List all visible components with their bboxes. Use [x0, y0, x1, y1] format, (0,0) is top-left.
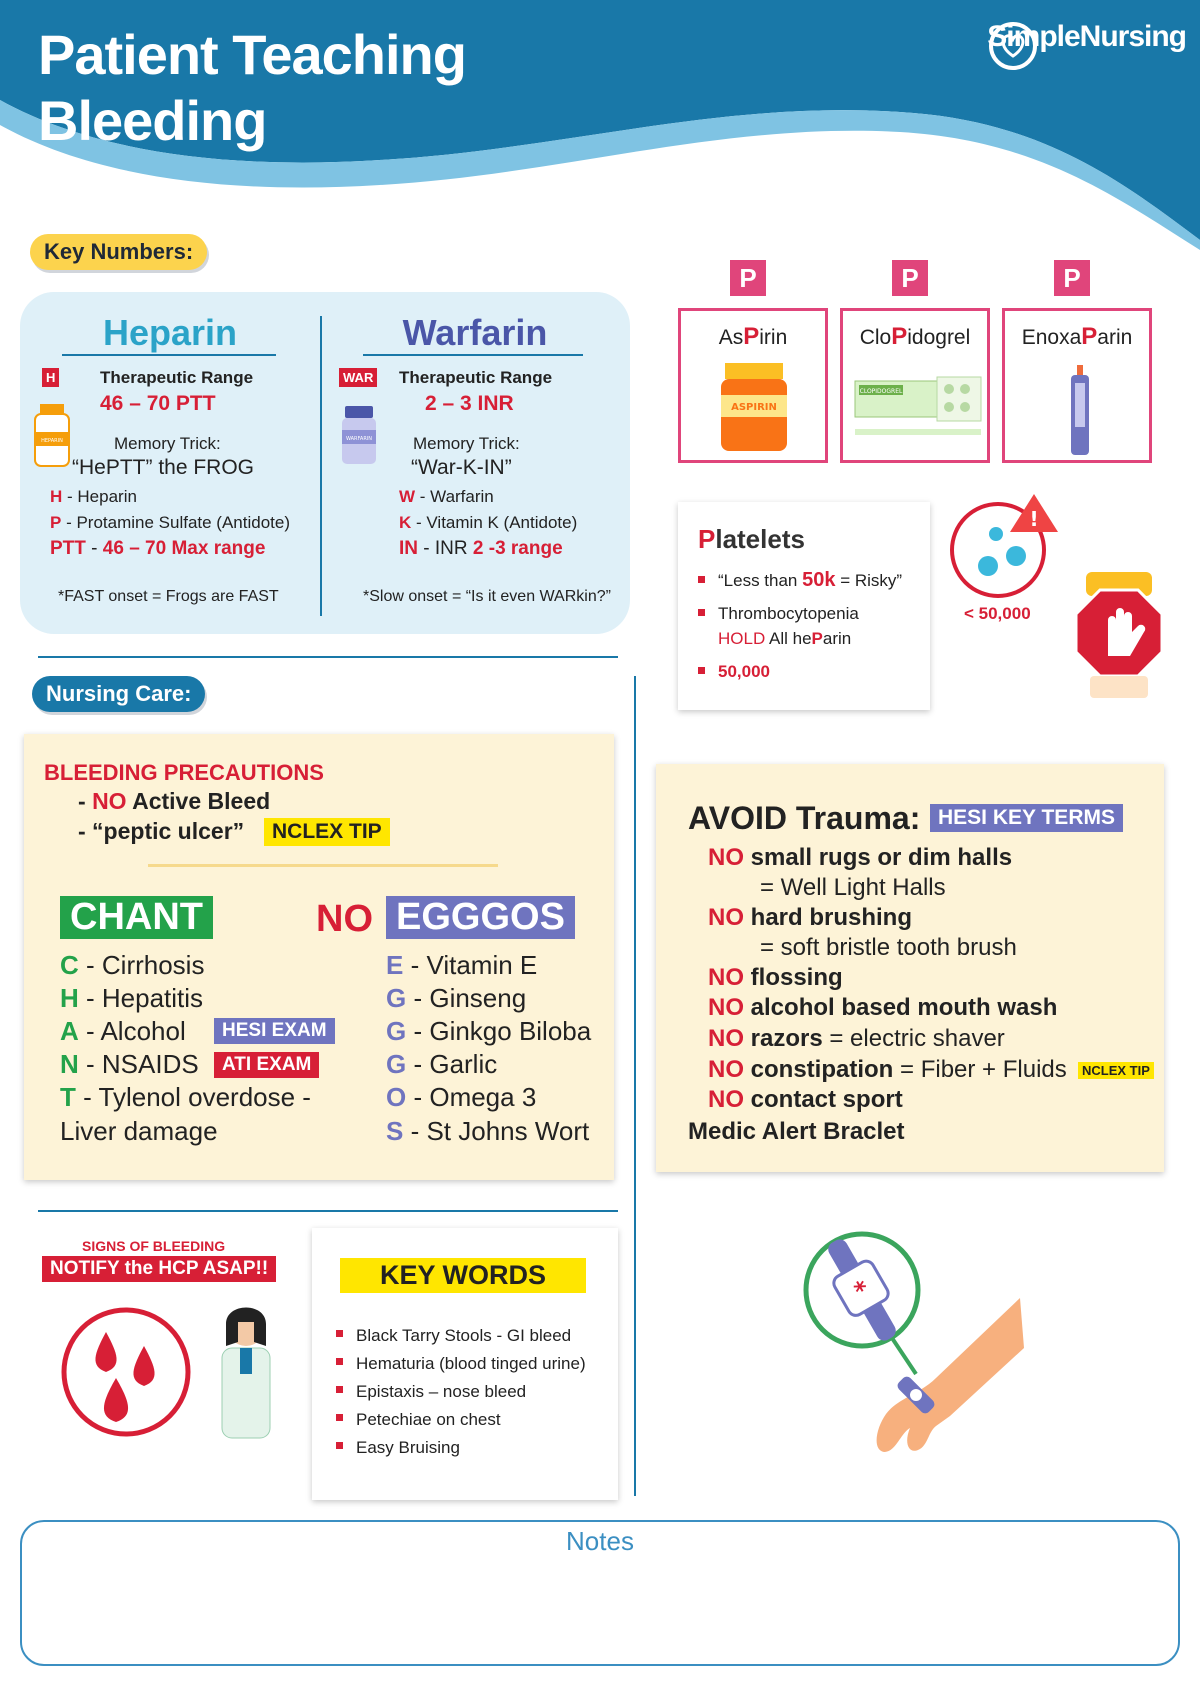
- egggos-item: G - Ginkgo Biloba: [386, 1016, 592, 1046]
- avoid-item: = soft bristle tooth brush: [760, 934, 1017, 961]
- warfarin-underline: [363, 354, 583, 356]
- column-divider: [634, 676, 636, 1496]
- key-numbers-label: Key Numbers:: [30, 234, 207, 270]
- warfarin-item-text: - Warfarin: [415, 487, 494, 506]
- heparin-letter: H: [50, 487, 63, 506]
- bleeding-title: BLEEDING PRECAUTIONS: [44, 760, 324, 785]
- platelet-threshold-label: < 50,000: [964, 604, 1031, 623]
- warfarin-bottle-label: WARFARIN: [345, 436, 373, 442]
- chant-item: N - NSAIDS: [60, 1049, 199, 1079]
- aspirin-bottle-icon: [717, 361, 791, 453]
- hesi-exam-badge: HESI EXAM: [214, 1018, 335, 1044]
- heparin-item-text: -: [85, 538, 103, 559]
- heparin-letter: PTT: [50, 538, 86, 559]
- list-item: Black Tarry Stools - GI bleed: [334, 1322, 614, 1350]
- avoid-item: NO constipation = Fiber + Fluids: [708, 1056, 1067, 1083]
- heparin-range-label: Therapeutic Range: [100, 368, 254, 387]
- warfarin-range-label: Therapeutic Range: [399, 368, 553, 387]
- heparin-max-range: 46 – 70 Max range: [102, 538, 266, 559]
- hesi-key-terms-badge: HESI KEY TERMS: [930, 804, 1123, 832]
- ati-exam-badge: ATI EXAM: [214, 1052, 319, 1078]
- p-badge: P: [892, 260, 928, 296]
- egggos-title: EGGGOS: [386, 896, 575, 939]
- section-divider: [38, 1210, 618, 1212]
- aspirin-card: [678, 308, 828, 463]
- warfarin-trick: “War-K-IN”: [411, 456, 512, 479]
- heparin-item-text: - Protamine Sulfate (Antidote): [61, 513, 291, 532]
- list-item: Hematuria (blood tinged urine): [334, 1350, 614, 1378]
- bleeding-nurse-illustration: [54, 1302, 324, 1442]
- syringe-icon: [1065, 365, 1095, 457]
- egggos-item: S - St Johns Wort: [386, 1116, 590, 1146]
- warfarin-item-text: - Vitamin K (Antidote): [411, 513, 578, 532]
- warfarin-bottle-icon: [339, 404, 379, 466]
- warfarin-letter: K: [399, 513, 412, 532]
- stop-hand-icon: [1074, 572, 1164, 700]
- p-badge: P: [1054, 260, 1090, 296]
- platelets-card: [678, 502, 930, 710]
- nclex-tip-badge: NCLEX TIP: [264, 818, 390, 846]
- warfarin-trick-label: Memory Trick:: [413, 434, 520, 453]
- list-item: 50,000: [696, 659, 922, 684]
- heparin-item: [50, 513, 290, 533]
- anticoagulant-panel: [20, 292, 630, 634]
- chant-item: T - Tylenol overdose -: [60, 1082, 311, 1112]
- warfarin-letter: IN: [399, 538, 418, 559]
- no-label: NO: [316, 898, 373, 940]
- brand-logo: [987, 20, 1186, 54]
- warfarin-title: Warfarin: [402, 312, 548, 353]
- drug-divider: [320, 316, 322, 616]
- heparin-tag: H: [42, 368, 59, 387]
- avoid-item: NO razors = electric shaver: [708, 1025, 1005, 1052]
- page-subtitle: Bleeding: [38, 89, 267, 152]
- aspirin-label: AsPirin: [718, 323, 788, 350]
- key-words-list: [334, 1322, 614, 1462]
- notify-hcp-banner: NOTIFY the HCP ASAP!!: [42, 1256, 276, 1282]
- warfarin-item: [399, 487, 494, 507]
- clopidogrel-card: [840, 308, 990, 463]
- warfarin-range: 2 – 3 INR: [425, 392, 514, 415]
- list-item: Petechiae on chest: [334, 1406, 614, 1434]
- header-banner: [0, 0, 1200, 260]
- warfarin-item: [399, 538, 563, 560]
- precaution-item: - NO Active Bleed: [78, 788, 271, 814]
- warfarin-column: [325, 292, 625, 634]
- stethoscope-heart-icon: [987, 20, 1039, 72]
- heparin-underline: [62, 354, 276, 356]
- notes-title: Notes: [566, 1526, 634, 1556]
- svg-text:!: !: [1029, 507, 1039, 531]
- heparin-item: [50, 487, 137, 507]
- heparin-trick-label: Memory Trick:: [114, 434, 221, 453]
- list-item: “Less than 50k = Risky”: [696, 568, 922, 593]
- egggos-item: G - Garlic: [386, 1049, 498, 1079]
- brand-name: SimpleNursing: [987, 20, 1186, 53]
- list-item: Epistaxis – nose bleed: [334, 1378, 614, 1406]
- avoid-item: NO small rugs or dim halls: [708, 844, 1013, 871]
- warfarin-note: *Slow onset = “Is it even WARkin?”: [363, 588, 611, 605]
- nursing-care-label: Nursing Care:: [32, 676, 205, 712]
- chant-item: H - Hepatitis: [60, 983, 204, 1013]
- section-divider: [38, 656, 618, 658]
- p-badge: P: [730, 260, 766, 296]
- enoxaparin-card: [1002, 308, 1152, 463]
- chant-item-continued: Liver damage: [60, 1116, 218, 1146]
- enoxaparin-label: EnoxaParin: [1021, 323, 1133, 350]
- avoid-item: NO alcohol based mouth wash: [708, 994, 1058, 1021]
- heparin-title: Heparin: [102, 312, 238, 353]
- svg-text:*: *: [849, 1274, 875, 1306]
- avoid-item: NO contact sport: [708, 1086, 903, 1113]
- chant-item: C - Cirrhosis: [60, 950, 205, 980]
- heparin-item-text: - Heparin: [62, 487, 137, 506]
- heparin-trick: “HePTT” the FROG: [72, 456, 255, 479]
- signs-of-bleeding-title: SIGNS OF BLEEDING: [82, 1238, 226, 1254]
- heparin-letter: P: [50, 513, 62, 532]
- precaution-item: - “peptic ulcer”: [78, 818, 245, 844]
- platelets-list: [696, 568, 922, 684]
- medic-alert-text: Medic Alert Braclet: [688, 1118, 905, 1145]
- egggos-item: O - Omega 3: [386, 1082, 537, 1112]
- avoid-item: NO hard brushing: [708, 904, 912, 931]
- warfarin-letter: W: [399, 487, 416, 506]
- chant-item: A - Alcohol: [60, 1016, 186, 1046]
- avoid-trauma-card: [656, 764, 1164, 1172]
- warfarin-inr-range: 2 -3 range: [472, 538, 563, 559]
- heparin-range: 46 – 70 PTT: [100, 392, 216, 415]
- notes-box[interactable]: [20, 1520, 1180, 1666]
- medic-alert-bracelet-illustration: [800, 1228, 1030, 1460]
- clopidogrel-pack-icon: [853, 375, 983, 449]
- list-item: Easy Bruising: [334, 1434, 614, 1462]
- avoid-title: AVOID Trauma:: [688, 800, 921, 836]
- aspirin-bottle-label: ASPIRIN: [731, 402, 777, 413]
- warfarin-tag: WAR: [339, 368, 377, 387]
- heparin-bottle-icon: [32, 402, 72, 468]
- clopidogrel-label: CloPidogrel: [859, 323, 971, 350]
- key-words-card: [312, 1228, 618, 1500]
- avoid-item: NO flossing: [708, 964, 843, 991]
- heparin-column: [20, 292, 320, 634]
- list-item: Thrombocytopenia HOLD All heParin: [696, 601, 922, 651]
- clopidogrel-pack-label: CLOPIDOGREL: [859, 388, 903, 395]
- chant-title: CHANT: [60, 896, 213, 939]
- page-title: Patient Teaching: [38, 23, 466, 86]
- key-words-title: KEY WORDS: [340, 1258, 586, 1293]
- nclex-tip-badge: NCLEX TIP: [1078, 1062, 1154, 1079]
- warfarin-item-text: - INR: [418, 538, 473, 559]
- platelets-title: Platelets: [698, 524, 805, 554]
- platelet-cells-icon: [948, 492, 1060, 604]
- bleeding-precautions-card: [24, 734, 614, 1180]
- egggos-item: G - Ginseng: [386, 983, 527, 1013]
- heparin-item: [50, 538, 265, 560]
- heparin-bottle-label: HEPARIN: [41, 438, 63, 444]
- warfarin-item: [399, 513, 577, 533]
- avoid-item: = Well Light Halls: [760, 874, 946, 901]
- divider: [148, 864, 498, 867]
- egggos-item: E - Vitamin E: [386, 950, 538, 980]
- heparin-note: *FAST onset = Frogs are FAST: [58, 588, 279, 605]
